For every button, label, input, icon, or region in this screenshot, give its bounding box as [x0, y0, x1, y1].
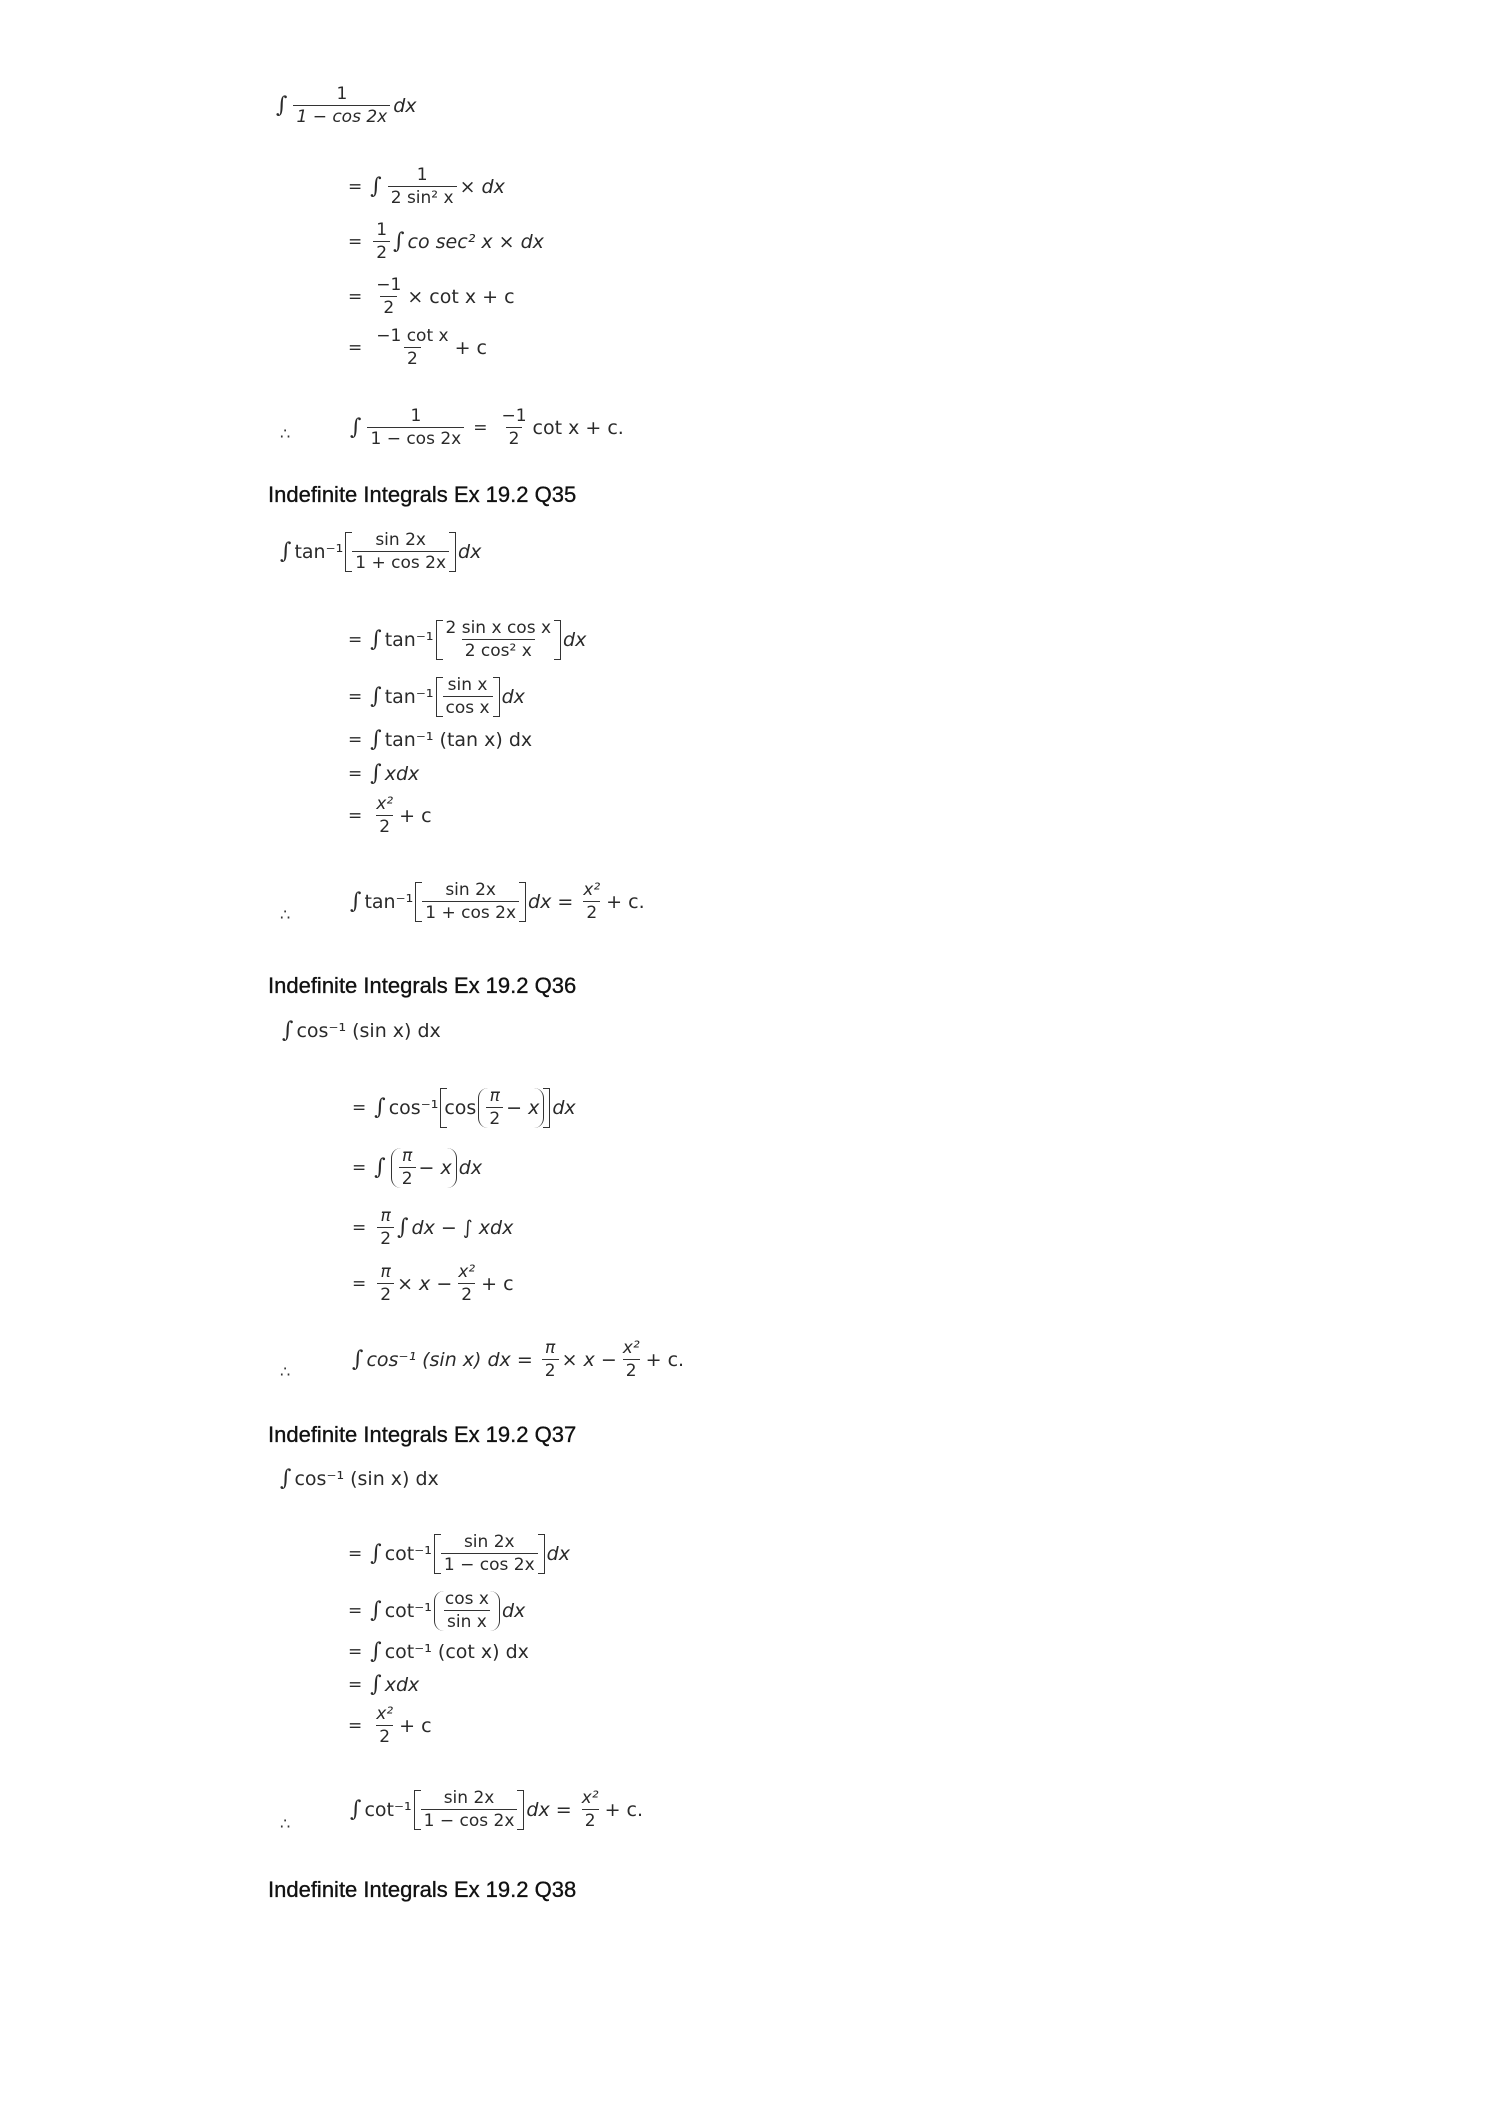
parenthesis: $\frac{\pi}{2}$ − x [391, 1148, 457, 1188]
integral-sign: ∫ [370, 1598, 382, 1623]
fraction: $\frac{\text{2 sin x cos x}}{\text{2 cos² x}}$ [445, 618, 552, 661]
q37-step-4: = ∫ xdx [348, 1672, 420, 1697]
q35-result: ∫ tan⁻¹ $\frac{\sin 2x}{1 + \cos 2x}$ dx = $\frac{\text{x²}}{2}$ + c. [350, 880, 645, 923]
integral-sign: ∫ [276, 93, 288, 118]
fraction: $\frac{\pi}{2}$ [542, 1340, 559, 1380]
integral-sign: ∫ [350, 889, 362, 914]
fraction: $\frac{\sin 2x}{1 + \cos 2x}$ [422, 882, 519, 922]
bracket [415, 882, 526, 922]
q36-problem: ∫ cos⁻¹ (sin x) dx [282, 1018, 441, 1043]
integral-sign: ∫ [350, 415, 362, 440]
q37-step-1: = ∫ cot⁻¹ $\frac{\sin 2x}{1 - \cos 2x}$ dx [348, 1532, 570, 1575]
section-heading: Indefinite Integrals Ex 19.2 Q35 [268, 482, 577, 507]
fraction: $\frac{\sin 2x}{1 - \cos 2x}$ [441, 1534, 538, 1574]
fraction: $\frac{-1}{2}$ [376, 275, 402, 318]
integral-sign: ∫ [370, 1639, 382, 1664]
q35-step-3: = ∫ tan⁻¹ (tan x) dx [348, 727, 533, 752]
integral-sign: ∫ [282, 1018, 294, 1043]
therefore-symbol: ∴ [280, 1814, 291, 1833]
integral-sign: ∫ [370, 627, 382, 652]
q35-step-5: = $\frac{\text{x²}}{2}$ + c [348, 794, 432, 837]
fraction: $\frac{1}{1 - \cos 2x}$ [293, 86, 390, 126]
q37-problem: ∫ cos⁻¹ (sin x) dx [280, 1466, 439, 1491]
fraction: $\frac{\text{x²}}{2}$ [458, 1262, 476, 1305]
integral-sign: ∫ [393, 229, 405, 254]
integral-sign: ∫ [350, 1797, 362, 1822]
bracket: cos $\frac{\pi}{2}$ − x [440, 1088, 550, 1128]
fraction: $\frac{\pi}{2}$ [486, 1088, 503, 1128]
integral-sign: ∫ [370, 761, 382, 786]
parenthesis [434, 1591, 500, 1631]
bracket [434, 1534, 545, 1574]
integral-sign: ∫ [370, 684, 382, 709]
fraction: $\frac{\text{x²}}{2}$ [622, 1338, 640, 1381]
integral-sign: ∫ [397, 1215, 409, 1240]
parenthesis: $\frac{\pi}{2}$ − x [478, 1088, 544, 1128]
fraction: $\frac{\text{−1 cot x}}{2}$ [376, 326, 449, 369]
fraction: $\frac{\text{x²}}{2}$ [376, 794, 394, 837]
fraction: $\frac{\text{sin x}}{\text{cos x}}$ [443, 677, 493, 717]
fraction: $\frac{\text{x²}}{2}$ [583, 880, 601, 923]
fraction: $\frac{-1}{2}$ [501, 406, 527, 449]
q37-step-3: = ∫ cot⁻¹ (cot x) dx [348, 1639, 529, 1664]
section-heading: Indefinite Integrals Ex 19.2 Q38 [268, 1877, 577, 1902]
bracket [436, 620, 562, 660]
therefore-symbol: ∴ [280, 905, 291, 924]
q35-problem: ∫ tan⁻¹ $\frac{\sin 2x}{1 + \cos 2x}$ dx [280, 530, 482, 573]
bracket [345, 532, 456, 572]
q36-step-3: = $\frac{\pi}{2}$ ∫ dx − ∫ xdx [352, 1206, 514, 1249]
q34-step-2: = $\frac{1}{2}$ ∫ co sec² x × dx [348, 220, 544, 263]
q36-step-4: = $\frac{\pi}{2}$ × x − $\frac{\text{x²}}{2}$ + c [352, 1262, 514, 1305]
q36-step-2: = ∫ $\frac{\pi}{2}$ − x dx [352, 1146, 483, 1189]
q37-result: ∫ cot⁻¹ $\frac{\sin 2x}{1 - \cos 2x}$ dx = $\frac{\text{x²}}{2}$ + c. [350, 1788, 644, 1831]
integral-sign: ∫ [374, 1155, 386, 1180]
q34-problem: ∫ $\frac{1}{1 - \cos 2x}$ dx [276, 84, 417, 127]
integral-sign: ∫ [370, 1541, 382, 1566]
integral-sign: ∫ [370, 174, 382, 199]
q36-step-1: = ∫ cos⁻¹ cos $\frac{\pi}{2}$ − x dx [352, 1086, 576, 1129]
q37-step-2: = ∫ cot⁻¹ $\frac{\text{cos x}}{\text{sin x}}$ dx [348, 1589, 526, 1632]
q35-step-1: = ∫ tan⁻¹ $\frac{\text{2 sin x cos x}}{\text{2 cos² x}}$ dx [348, 618, 587, 661]
q35-step-4: = ∫ xdx [348, 761, 420, 786]
fraction: $\frac{1}{2}$ [373, 222, 390, 262]
therefore-symbol: ∴ [280, 1362, 291, 1381]
q37-step-5: = $\frac{\text{x²}}{2}$ + c [348, 1704, 432, 1747]
fraction: $\frac{1}{1 - \cos 2x}$ [367, 408, 464, 448]
fraction: $\frac{\text{x²}}{2}$ [581, 1788, 599, 1831]
q36-result: ∫ cos⁻¹ (sin x) dx = $\frac{\pi}{2}$ × x − $\frac{\text{x²}}{2}$ + c. [352, 1338, 685, 1381]
fraction: $\frac{1}{\text{2 sin² x}}$ [388, 167, 457, 207]
fraction: $\frac{\text{x²}}{2}$ [376, 1704, 394, 1747]
integral-sign: ∫ [280, 1466, 292, 1491]
integral-sign: ∫ [374, 1095, 386, 1120]
integral-sign: ∫ [352, 1347, 364, 1372]
fraction: $\frac{\sin 2x}{1 - \cos 2x}$ [421, 1790, 518, 1830]
q34-result: ∫ $\frac{1}{1 - \cos 2x}$ = $\frac{-1}{2}$ cot x + c. [350, 406, 624, 449]
section-heading: Indefinite Integrals Ex 19.2 Q36 [268, 973, 577, 998]
integral-sign: ∫ [370, 727, 382, 752]
fraction: $\frac{\pi}{2}$ [377, 1264, 394, 1304]
therefore-symbol: ∴ [280, 424, 291, 443]
q34-step-4: = $\frac{\text{−1 cot x}}{2}$ + c [348, 326, 487, 369]
integral-sign: ∫ [280, 539, 292, 564]
fraction: $\frac{\sin 2x}{1 + \cos 2x}$ [352, 532, 449, 572]
section-heading: Indefinite Integrals Ex 19.2 Q37 [268, 1422, 577, 1447]
fraction: $\frac{\pi}{2}$ [377, 1208, 394, 1248]
q35-step-2: = ∫ tan⁻¹ $\frac{\text{sin x}}{\text{cos x}}$ dx [348, 675, 525, 718]
bracket [414, 1790, 525, 1830]
q34-step-3: = $\frac{-1}{2}$ × cot x + c [348, 275, 515, 318]
integral-sign: ∫ [370, 1672, 382, 1697]
fraction: $\frac{\pi}{2}$ [399, 1148, 416, 1188]
q34-step-1: = ∫ $\frac{1}{\text{2 sin² x}}$ × dx [348, 165, 505, 208]
bracket [436, 677, 500, 717]
fraction: $\frac{\text{cos x}}{\text{sin x}}$ [444, 1589, 489, 1632]
